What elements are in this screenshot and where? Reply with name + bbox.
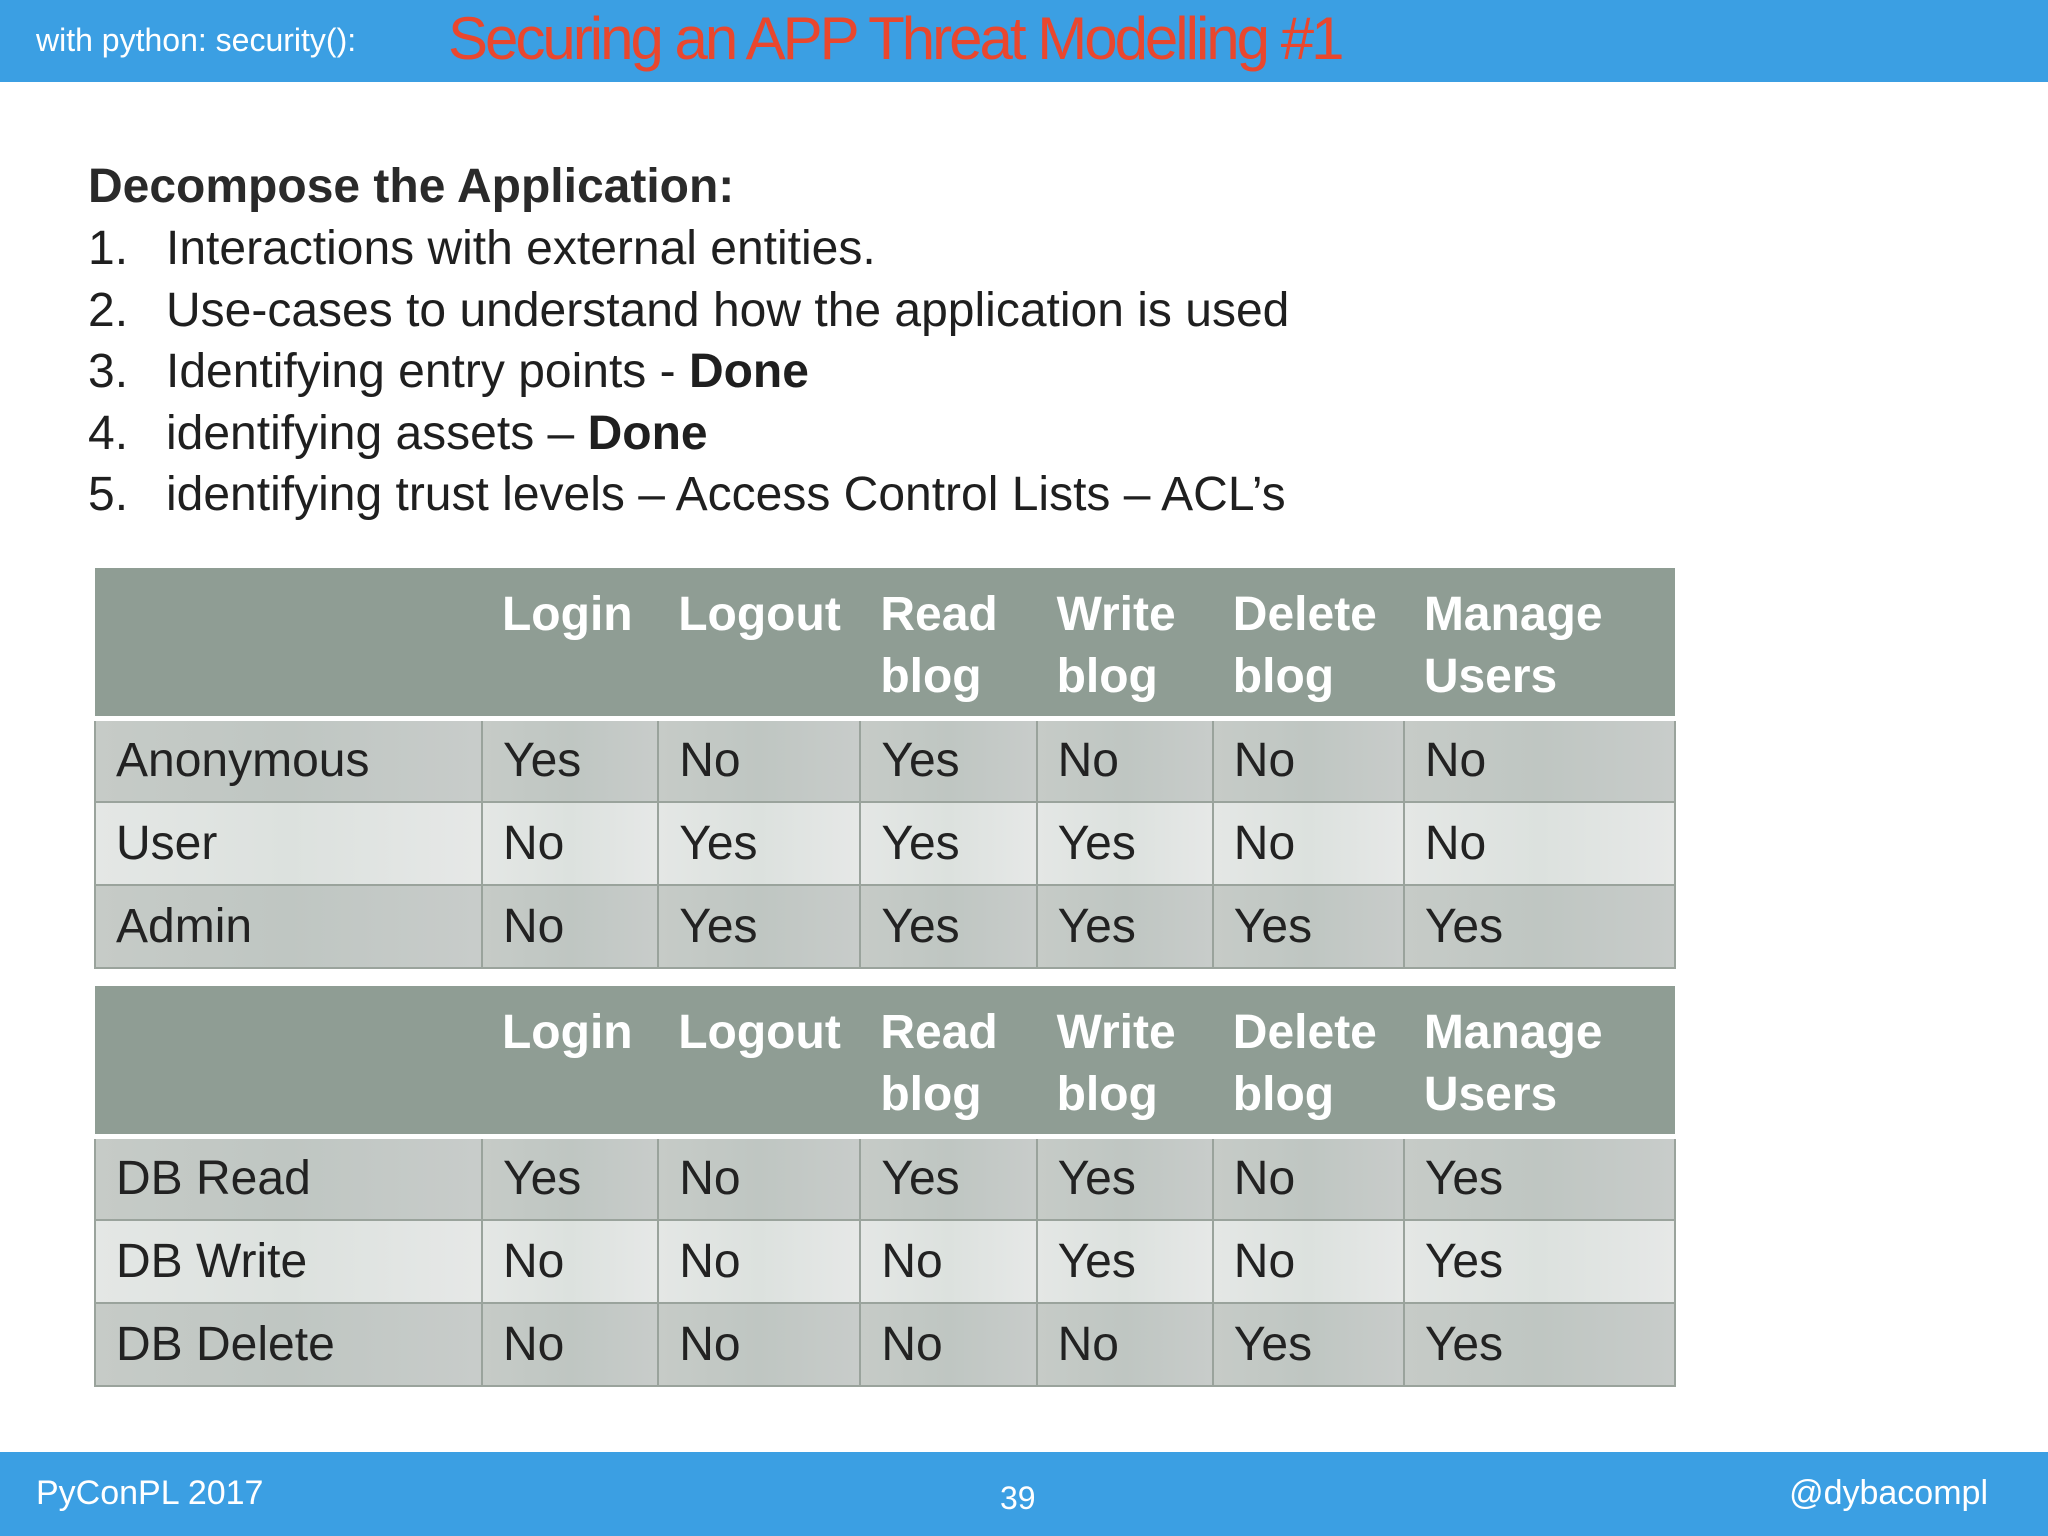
roles-acl-table	[94, 568, 1676, 969]
column-header: Login	[482, 568, 658, 719]
table-cell: Yes	[1404, 885, 1675, 968]
table-cell: Yes	[1404, 1137, 1675, 1220]
table-row	[95, 1303, 1675, 1386]
column-header: Login	[482, 986, 658, 1137]
footer-handle: @dybacompl	[1789, 1474, 1988, 1512]
table-row	[95, 885, 1675, 968]
column-header: Manage Users	[1404, 986, 1675, 1137]
table-cell: No	[658, 1303, 860, 1386]
table-cell: No	[1213, 802, 1404, 885]
step-item	[88, 341, 1788, 403]
table-cell: Yes	[860, 802, 1036, 885]
step-item	[88, 280, 1788, 342]
table-cell: No	[482, 1303, 658, 1386]
slide-content	[88, 156, 1788, 526]
step-number: 3.	[88, 345, 129, 398]
table-cell: No	[482, 802, 658, 885]
table-cell: No	[482, 1220, 658, 1303]
step-text: identifying trust levels – Access Control Lists – ACL’s	[166, 468, 1286, 521]
column-header: Write blog	[1037, 568, 1213, 719]
step-text: Use-cases to understand how the application is used	[166, 283, 1290, 337]
step-item	[88, 218, 1788, 280]
table-cell: Yes	[482, 1137, 658, 1220]
row-label: DB Write	[95, 1220, 482, 1303]
table-cell: Yes	[860, 1137, 1036, 1220]
done-label: Done	[688, 345, 809, 398]
db-acl-table	[94, 986, 1676, 1387]
table-row	[95, 1220, 1675, 1303]
table-cell: Yes	[482, 719, 658, 802]
row-label: Anonymous	[95, 719, 482, 802]
row-label: User	[95, 802, 482, 885]
section-heading: Decompose the Application:	[88, 160, 735, 213]
table-cell: Yes	[1037, 885, 1213, 968]
table-cell: No	[860, 1220, 1036, 1303]
header-bar	[0, 0, 2048, 82]
column-header: Manage Users	[1404, 568, 1675, 719]
table-row	[95, 719, 1675, 802]
column-header: Read blog	[860, 986, 1036, 1137]
table-cell: No	[658, 719, 860, 802]
table-cell: No	[1037, 719, 1213, 802]
column-header: Logout	[658, 568, 860, 719]
header-prefix: with python: security():	[36, 22, 357, 58]
table-cell: No	[860, 1303, 1036, 1386]
table-cell: Yes	[860, 885, 1036, 968]
table-cell: Yes	[1213, 885, 1404, 968]
table-cell: No	[1213, 1137, 1404, 1220]
table-cell: Yes	[1037, 1137, 1213, 1220]
step-number: 1.	[88, 222, 129, 275]
row-label: DB Read	[95, 1137, 482, 1220]
table-cell: No	[658, 1220, 860, 1303]
table-cell: No	[658, 1137, 860, 1220]
table-cell: No	[1213, 1220, 1404, 1303]
table-cell: Yes	[860, 719, 1036, 802]
page-number: 39	[1000, 1480, 1036, 1516]
table-cell: No	[1037, 1303, 1213, 1386]
row-label: Admin	[95, 885, 482, 968]
column-header: Write blog	[1037, 986, 1213, 1137]
row-label: DB Delete	[95, 1303, 482, 1386]
table-header-row	[95, 568, 1675, 719]
table-cell: Yes	[1404, 1303, 1675, 1386]
table-cell: No	[482, 885, 658, 968]
step-item	[88, 464, 1788, 526]
table-header-row	[95, 986, 1675, 1137]
column-header	[95, 986, 482, 1137]
column-header: Logout	[658, 986, 860, 1137]
step-number: 4.	[88, 406, 129, 460]
footer-bar	[0, 1452, 2048, 1536]
footer-event: PyConPL 2017	[36, 1474, 264, 1512]
column-header	[95, 568, 482, 719]
done-label: Done	[587, 406, 708, 460]
table-cell: Yes	[1037, 1220, 1213, 1303]
column-header: Read blog	[860, 568, 1036, 719]
table-cell: Yes	[1037, 802, 1213, 885]
table-cell: Yes	[658, 885, 860, 968]
step-number: 5.	[88, 468, 129, 521]
table-cell: No	[1404, 719, 1675, 802]
step-item	[88, 403, 1788, 465]
table-row	[95, 1137, 1675, 1220]
table-cell: Yes	[1213, 1303, 1404, 1386]
column-header: Delete blog	[1213, 986, 1404, 1137]
slide-title: Securing an APP Threat Modelling #1	[448, 5, 1342, 72]
step-text: Identifying entry points - Done	[166, 345, 809, 398]
step-text: Interactions with external entities.	[166, 222, 876, 275]
table-cell: Yes	[1404, 1220, 1675, 1303]
table-cell: No	[1213, 719, 1404, 802]
step-text: identifying assets – Done	[166, 406, 708, 460]
step-number: 2.	[88, 283, 129, 337]
table-cell: Yes	[658, 802, 860, 885]
steps-list	[88, 218, 1788, 526]
table-row	[95, 802, 1675, 885]
table-cell: No	[1404, 802, 1675, 885]
column-header: Delete blog	[1213, 568, 1404, 719]
